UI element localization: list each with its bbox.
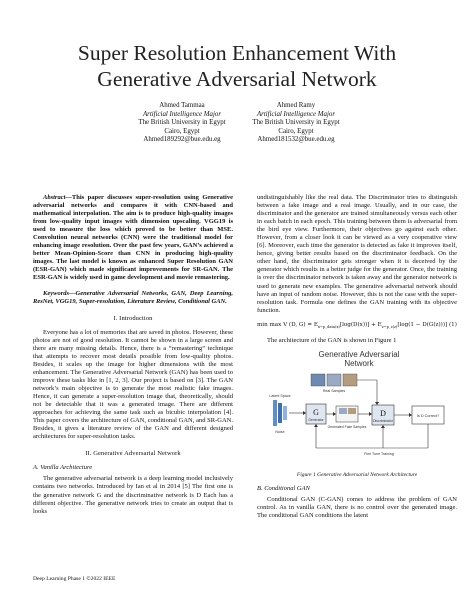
real-sample-image [343, 374, 357, 386]
figure-title-line1: Generative Adversarial [318, 349, 400, 359]
abstract-text: —This paper discusses super-resolution using Generative adversarial networks and compares it with CNN-based and mathematical interpolation. The aim is to produce high-quality images from low-quality input images with dimension upscaling. VGG19 is used to measure the loss which proved to be better than MSE. Convolution neural networks (CNN) were the traditional model for enhancing image resolution. Over the past few years, GAN’s achieved a better Mean-Opinion-Score than CNN in producing high-quality images. The last model is known as enhanced Super Resolution GAN (ESR-GAN) which made significant improvements for SR-GAN. The ESR-GAN is widely used in game development and movie remastering. [33, 194, 233, 282]
author-name: Ahmed Ramy [276, 102, 316, 109]
left-column [33, 194, 233, 516]
subsection-heading-conditional: B. Conditional GAN [257, 484, 310, 492]
generator-label: Generator [308, 417, 324, 422]
author-email: Ahmed189292@bue.edu.eg [143, 136, 221, 144]
arrow-head [409, 413, 412, 417]
introduction-paragraph: Everyone has a lot of memories that are saved in photos. However, these photos are not of good resolution. It cannot be shown in a large screen and there are many missing details. Hence, there is a “remastering” technique that attempts to recover most details possible from low-quality photos. Besides, it scales up the image for higher dimensions with the most enhancement. The Generative Adversarial Network (GAN) has been used to improve these tasks like in [1, 2, 3]. Our project is based on [3]. The GAN network’s main objective is to generate the most realistic fake images. Hence, it can generate a super-resolution image that, theoretically, should not be detectable that it was a generated image. There are different approaches for achieving the same task such as bicubic interpolation [4]. This paper covers the architecture of GAN, conditional GAN, and SR-GAN. Besides, it gives a literature review of the GAN and different designed architectures for super-resolution tasks. [33, 328, 233, 441]
author-location: Cairo, Egypt [278, 127, 314, 135]
author-name: Ahmed Tammaa [159, 102, 205, 109]
fake-samples-label: Generated Fake Samples [327, 424, 367, 429]
formula-lhs: V (D, G) = [283, 321, 314, 328]
latent-bar [278, 403, 282, 423]
section-heading-gan: II. Generative Adversarial Network [85, 450, 181, 458]
arrow-head [314, 424, 318, 427]
real-sample-image [311, 374, 325, 386]
author-location: Cairo, Egypt [164, 127, 200, 135]
author-institution: The British University in Egypt [252, 119, 340, 127]
figure-intro: The architecture of the GAN is shown in Figure 1 [267, 336, 397, 344]
formula-number: (1) [449, 321, 457, 328]
real-samples-label: Real Samples [322, 388, 346, 393]
discriminator-label: Discriminator [373, 418, 393, 423]
fake-sample-image [339, 408, 347, 414]
gan-diagram [269, 348, 449, 468]
discriminator-letter: D [380, 408, 386, 418]
right-column [257, 194, 457, 520]
decision-label: Is D Correct? [416, 413, 440, 418]
keywords-text: —Generative Adversarial Networks, GAN, Deep Learning, ResNet, VGG19, Super-resolution, Literature Review, Conditional GAN. [33, 289, 233, 305]
latent-space-label: Latent Space [269, 393, 291, 398]
arrow-head [375, 402, 379, 405]
latent-bar [273, 400, 277, 426]
author-email: Ahmed181532@bue.edu.eg [257, 136, 335, 144]
subsection-heading-vanilla: A. Vanilla Architecture [33, 464, 93, 472]
formula-e1: E [313, 321, 318, 328]
real-sample-image [327, 374, 341, 386]
vanilla-paragraph: The generative adversarial network is a deep learning model inclusively contains two networks. Introduced by Ian et al in 2014 [5] The first one is the generative network G and the discriminative network is D Each has a different objective. The generative network tries to create an output that is looks [33, 475, 233, 515]
conditional-paragraph: Conditional GAN (C-GAN) comes to address the problem of GAN control. As in vanilla GAN, there is no control over the generated image. The conditional GAN conditions the latent [257, 496, 457, 520]
gan-architecture-figure [269, 348, 449, 468]
author-affiliation: Artificial Intelligence Major [256, 110, 336, 118]
fake-sample-image [348, 408, 356, 414]
formula-sub2: z~p_z(z) [381, 324, 398, 329]
paper-title: Super Resolution Enhancement With Generative Adversarial Network [77, 41, 397, 91]
author-affiliation: Artificial Intelligence Major [142, 110, 222, 118]
abstract-lead: Abstract [43, 194, 66, 201]
formula-t1: [log(D(x))] + [339, 321, 378, 328]
abstract [33, 194, 233, 283]
arrow-head [333, 412, 336, 416]
author-institution: The British University in Egypt [138, 119, 226, 127]
finetune-label: Fine Tune Training [364, 451, 394, 456]
figure-title-line2: Network [344, 358, 374, 368]
objective-formula [257, 321, 457, 331]
formula-minmax: min max [257, 321, 282, 328]
keywords-lead: Keywords [43, 289, 69, 297]
arrow-head [381, 425, 385, 428]
author-block-2 [216, 102, 376, 145]
page-footer: Deep Learning Phase 1 ©2022 IEEE [33, 576, 116, 582]
keywords [33, 290, 233, 306]
formula-e2: E [377, 321, 382, 328]
formula-t2: [log(1 − D(G(z)))] [397, 321, 448, 328]
generator-letter: G [313, 407, 319, 417]
arrow-head [369, 412, 372, 416]
gan-paragraph: undistinguishably like the real data. The Discriminator tries to distinguish between a fake image and a real image. Usually, and in our case, the discriminator and the generator are trained simultaneously versus each other in each batch in each epoch. This training between them is adversarial from the bird eye view. Furthermore, their objectives go against each other. However, from a closer look it can be viewed as a very cooperative view [6]. Moreover, each time the generator is detected as fake it improves itself, hence, giving better results based on the discriminator feedback. On the other hand, the discriminator gets stronger when it is deceived by the generator which results in a better judge for the generator. Once, the training is over the discriminator network is taken away and the generator network is used to generate new examples. The generative adversarial network should have an input of random noise. However, this is not the case with the super-resolution task. Formula one defines the GAN training with its objective function. [257, 194, 457, 314]
section-heading-introduction: I. Introduction [113, 314, 153, 322]
arrow-head [303, 411, 306, 415]
latent-bar [283, 406, 287, 420]
figure-caption: Figure 1 Generative Adversarial Network Architecture [296, 471, 418, 478]
formula-sub1: x~p_data(x) [317, 324, 340, 329]
noise-label: Noise [275, 429, 285, 434]
